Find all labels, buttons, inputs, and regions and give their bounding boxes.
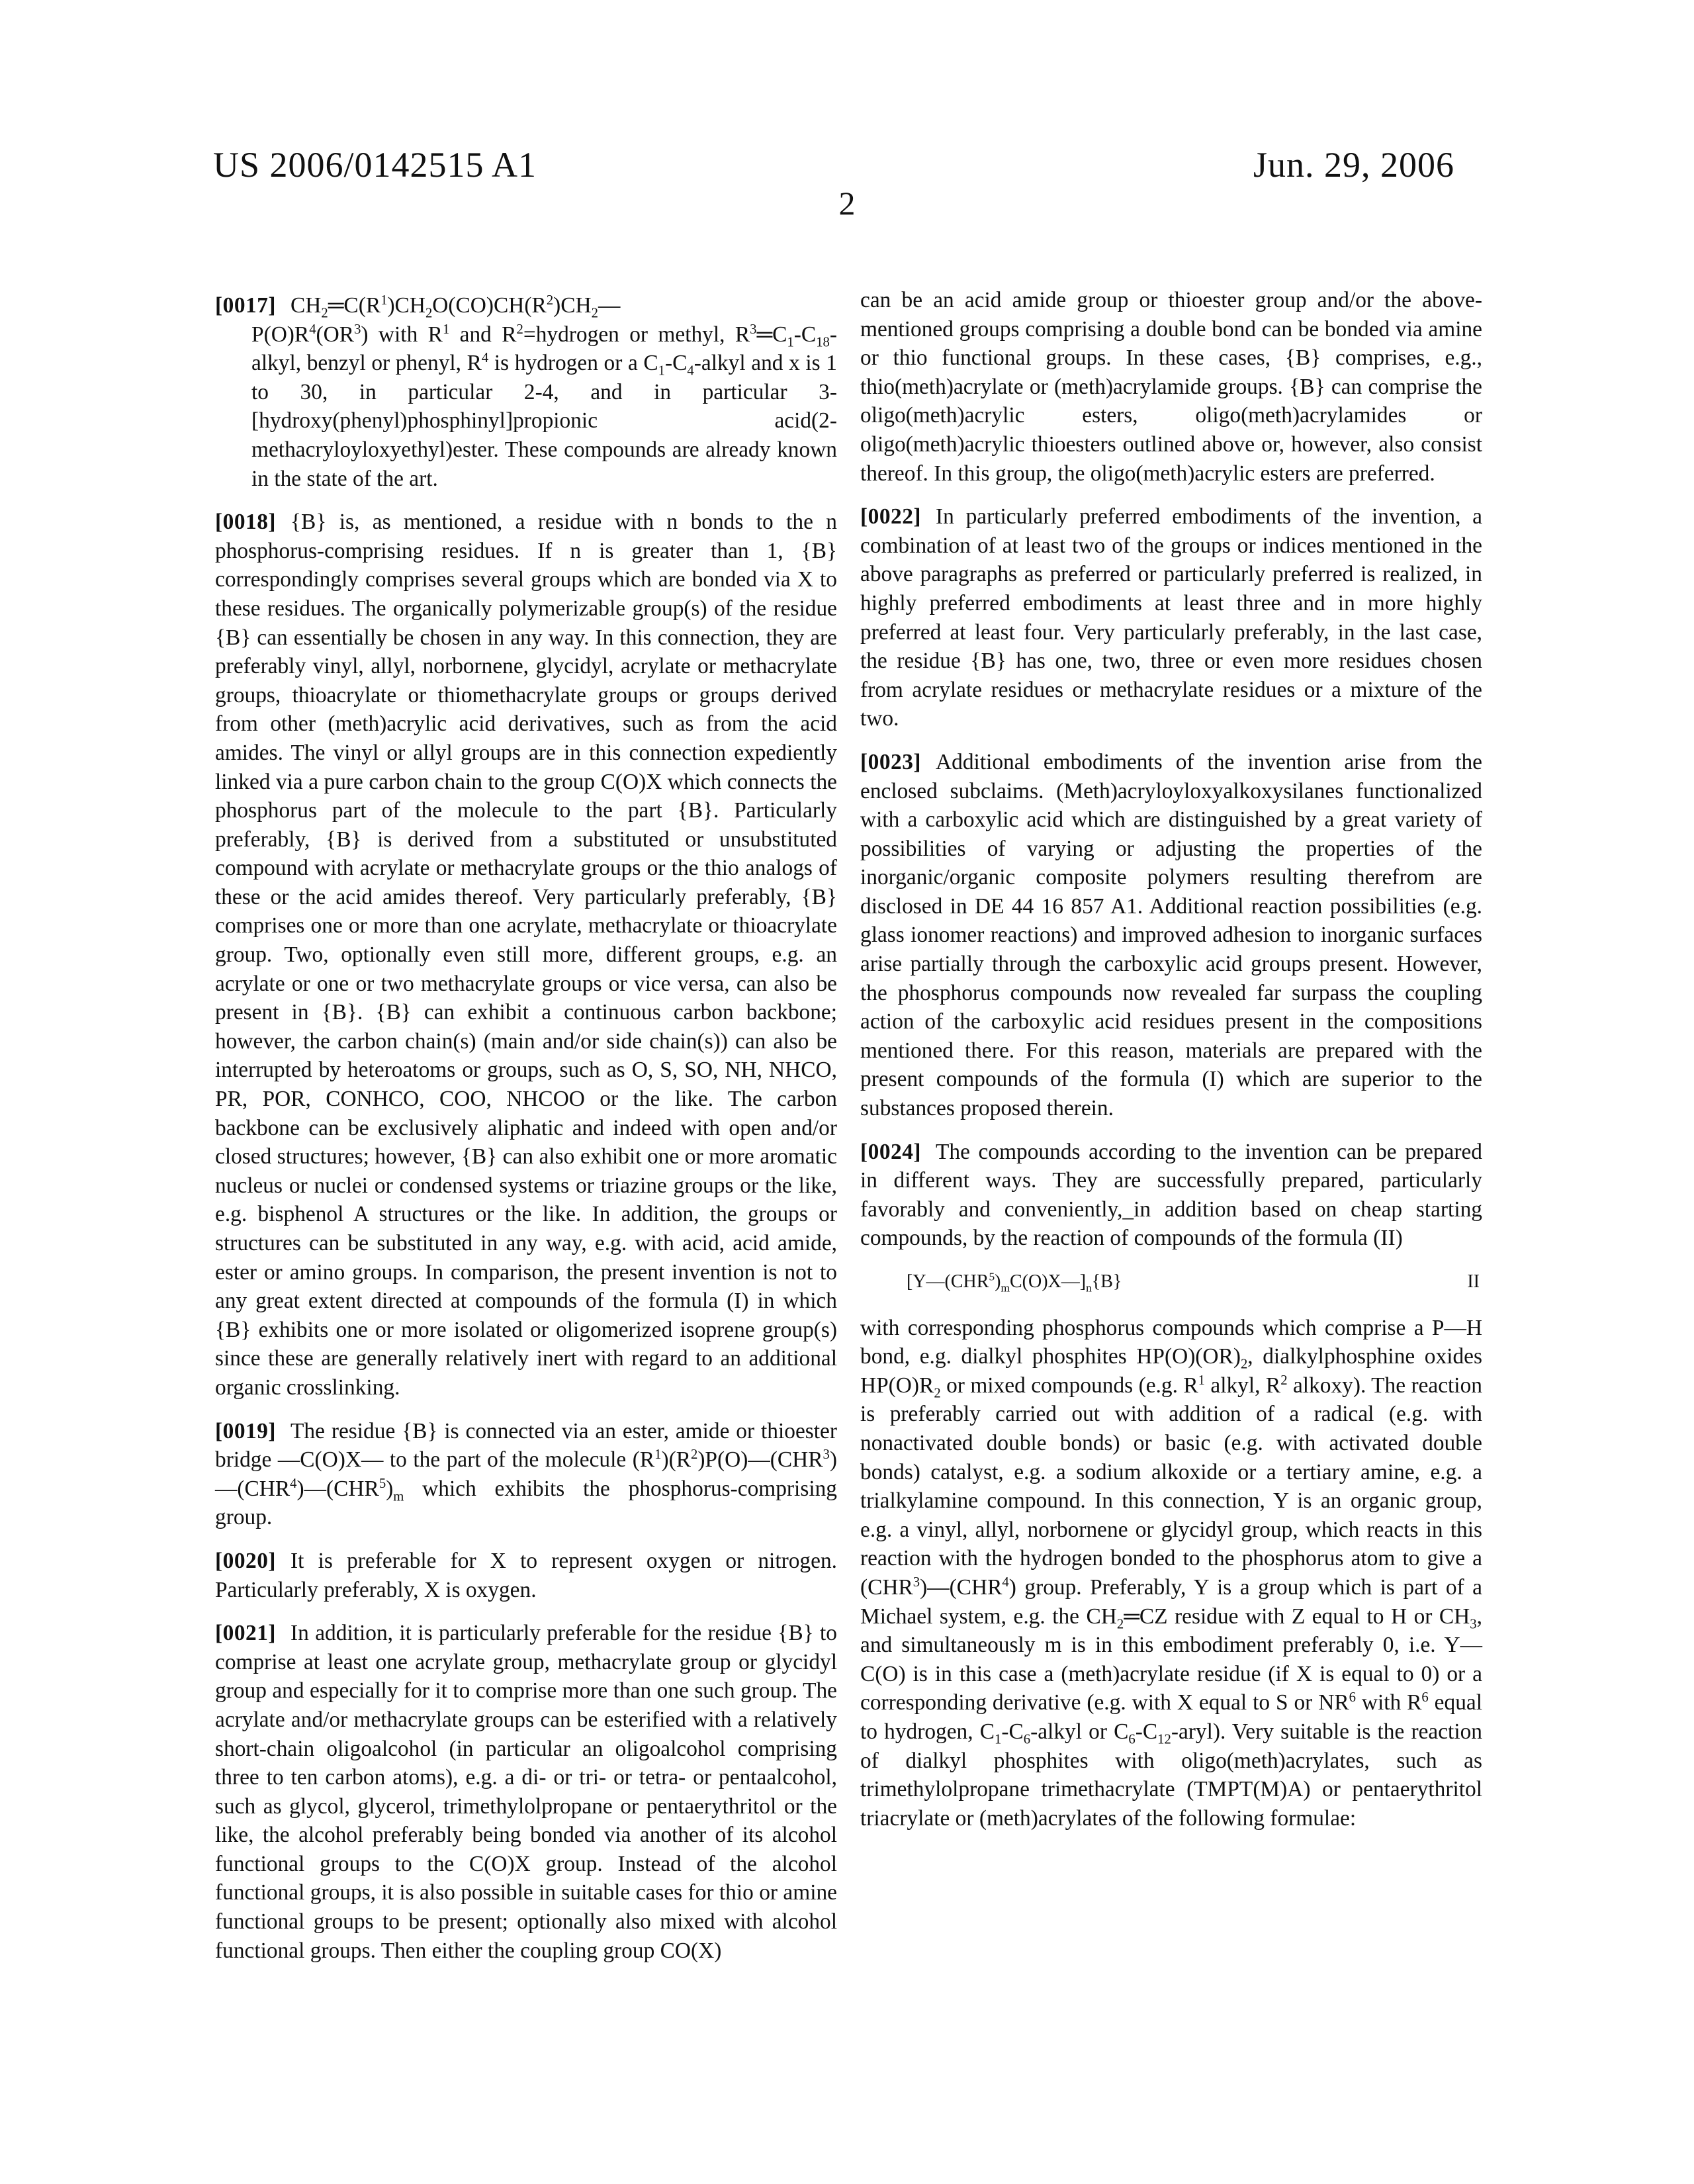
- paragraph-0021-continued: [860, 286, 1482, 488]
- right-column: [860, 286, 1482, 1847]
- paragraph-0017: [215, 291, 837, 493]
- paragraph-tag: [0022]: [860, 504, 921, 529]
- paragraph-tag: [0021]: [215, 1621, 276, 1645]
- paragraph-body: Additional embodiments of the invention arise from the enclosed subclaims. (Meth)acryloyloxyalkoxysilanes functionalized with a carboxylic acid which are distinguished by a great variety of possibilities of varying or adjusting the properties of the inorganic/organic composite polymers resulting therefrom are disclosed in DE 44 16 857 A1. Additional reaction possibilities (e.g. glass ionomer reactions) and improved adhesion to inorganic surfaces arise partially through the carboxylic acid groups present. However, the phosphorus compounds now revealed far surpass the coupling action of the carboxylic acid residues present in the compositions mentioned there. For this reason, materials are prepared with the present compounds of the formula (I) which are superior to the substances proposed therein.: [860, 750, 1482, 1120]
- paragraph-0022: [860, 502, 1482, 733]
- paragraph-body: with corresponding phosphorus compounds which comprise a P—H bond, e.g. dialkyl phosphites HP(O)(OR)2, dialkylphosphine oxides HP(O)R2 or mixed compounds (e.g. R1 alkyl, R2 alkoxy). The reaction is preferably carried out with addition of a radical (e.g. with nonactivated double bonds) or basic (e.g. with activated double bonds) catalyst, e.g. a sodium alkoxide or a tertiary amine, e.g. a trialkylamine compound. In this connection, Y is an organic group, e.g. a vinyl, allyl, norbornene or glycidyl group, which reacts in this reaction with the hydrogen bonded to the phosphorus atom to give a (CHR3)—(CHR4) group. Preferably, Y is a group which is part of a Michael system, e.g. the CH2═CZ residue with Z equal to H or CH3, and simultaneously m is in this embodiment preferably 0, i.e. Y—C(O) is in this case a (meth)acrylate residue (if X is equal to 0) or a corresponding derivative (e.g. with X equal to S or NR6 with R6 equal to hydrogen, C1-C6-alkyl or C6-C12-aryl). Very suitable is the reaction of dialkyl phosphites with oligo(meth)acrylates, such as trimethylolpropane trimethacrylate (TMPT(M)A) or pentaerythritol triacrylate or (meth)acrylates of the following formulae:: [860, 1316, 1482, 1831]
- paragraph-body: In particularly preferred embodiments of the invention, a combination of at least two of the groups or indices mentioned in the above paragraphs as preferred or particularly preferred is realized, in highly preferred embodiments at least three and in more highly preferred at least four. Very particularly preferably, in the last case, the residue {B} has one, two, three or even more residues chosen from acrylate residues or methacrylate residues or a mixture of the two.: [860, 504, 1482, 731]
- formula-ii: [860, 1267, 1482, 1297]
- paragraph-0021: [215, 1619, 837, 1965]
- paragraph-0023: [860, 748, 1482, 1123]
- formula-head: CH2═C(R1)CH2O(CO)CH(R2)CH2—: [290, 293, 620, 318]
- paragraph-tag: [0023]: [860, 750, 921, 774]
- paragraph-0024-continued: [860, 1314, 1482, 1833]
- paragraph-0019: [215, 1417, 837, 1532]
- paragraph-tag: [0018]: [215, 510, 276, 534]
- page-number: 2: [0, 184, 1694, 222]
- paragraph-tag: [0019]: [215, 1419, 276, 1443]
- publication-number: US 2006/0142515 A1: [213, 144, 537, 185]
- formula-label: II: [1467, 1267, 1480, 1297]
- paragraph-0018: [215, 508, 837, 1402]
- paragraph-body: can be an acid amide group or thioester group and/or the above-mentioned groups comprising a double bond can be bonded via amine or thio functional groups. In these cases, {B} comprises, e.g., thio(meth)acrylate or (meth)acrylamide groups. {B} can comprise the oligo(meth)acrylic esters, oligo(meth)acrylamides or oligo(meth)acrylic thioesters outlined above or, however, also consist thereof. In this group, the oligo(meth)acrylic esters are preferred.: [860, 288, 1482, 486]
- paragraph-body: The residue {B} is connected via an ester, amide or thioester bridge —C(O)X— to the part of the molecule (R1)(R2)P(O)—(CHR3)—(CHR4)—(CHR5)m which exhibits the phosphorus-comprising group.: [215, 1419, 837, 1530]
- paragraph-0020: [215, 1547, 837, 1604]
- publication-date: Jun. 29, 2006: [1253, 144, 1454, 185]
- paragraph-body: The compounds according to the invention can be prepared in different ways. They are successfully prepared, particularly favorably and conveniently,_in addition based on cheap starting compounds, by the reaction of compounds of the formula (II): [860, 1140, 1482, 1251]
- paragraph-body: It is preferable for X to represent oxygen or nitrogen. Particularly preferably, X is oxygen.: [215, 1549, 837, 1602]
- paragraph-0024: [860, 1138, 1482, 1253]
- left-column: [215, 291, 837, 1979]
- paragraph-body: In addition, it is particularly preferable for the residue {B} to comprise at least one acrylate group, methacrylate group or glycidyl group and especially for it to comprise more than one such group. The acrylate and/or methacrylate groups can be esterified with a relatively short-chain oligoalcohol (in particular an oligoalcohol comprising three to ten carbon atoms), e.g. a di- or tri- or tetra- or pentaalcohol, such as glycol, glycerol, trimethylolpropane or pentaerythritol or the like, the alcohol preferably being bonded via another of its alcohol functional groups to the C(O)X group. Instead of the alcohol functional groups, it is also possible in suitable cases for thio or amine functional groups to be present; optionally also mixed with alcohol functional groups. Then either the coupling group CO(X): [215, 1621, 837, 1963]
- paragraph-tag: [0024]: [860, 1140, 921, 1164]
- paragraph-body: P(O)R4(OR3) with R1 and R2=hydrogen or methyl, R3═C1-C18-alkyl, benzyl or phenyl, R4 is hydrogen or a C1-C4-alkyl and x is 1 to 30, in particular 2-4, and in particular 3-[hydroxy(phenyl)phosphinyl]propionic acid(2-methacryloyloxyethyl)ester. These compounds are already known in the state of the art.: [215, 320, 837, 494]
- paragraph-tag: [0020]: [215, 1549, 276, 1573]
- formula-expression: [Y—(CHR5)mC(O)X—]n{B}: [907, 1267, 1122, 1297]
- paragraph-body: {B} is, as mentioned, a residue with n bonds to the n phosphorus-comprising residues. If n is greater than 1, {B} correspondingly comprises several groups which are bonded via X to these residues. The organically polymerizable group(s) of the residue {B} can essentially be chosen in any way. In this connection, they are preferably vinyl, allyl, norbornene, glycidyl, acrylate or methacrylate groups, thioacrylate or thiomethacrylate groups or groups derived from other (meth)acrylic acid derivatives, such as from the acid amides. The vinyl or allyl groups are in this connection expediently linked via a pure carbon chain to the group C(O)X which connects the phosphorus part of the molecule to the part {B}. Particularly preferably, {B} is derived from a substituted or unsubstituted compound with acrylate or methacrylate groups or the thio analogs of these or the acid amides thereof. Very particularly preferably, {B} comprises one or more than one acrylate, methacrylate or thioacrylate group. Two, optionally even still more, different groups, e.g. an acrylate or one or two methacrylate groups or vice versa, can also be present in {B}. {B} can exhibit a continuous carbon backbone; however, the carbon chain(s) (main and/or side chain(s)) can also be interrupted by heteroatoms or groups, such as O, S, SO, NH, NHCO, PR, POR, CONHCO, COO, NHCOO or the like. The carbon backbone can be exclusively aliphatic and indeed with open and/or closed structures; however, {B} can also exhibit one or more aromatic nucleus or nuclei or condensed systems or triazine groups or the like, e.g. bisphenol A structures or the like. In addition, the groups or structures can be substituted in any way, e.g. with acid, acid amide, ester or amino groups. In comparison, the present invention is not to any great extent directed at compounds of the formula (I) in which {B} exhibits one or more isolated or oligomerized isoprene group(s) since these are generally relatively inert with regard to an additional organic crosslinking.: [215, 510, 837, 1400]
- paragraph-tag: [0017]: [215, 293, 276, 318]
